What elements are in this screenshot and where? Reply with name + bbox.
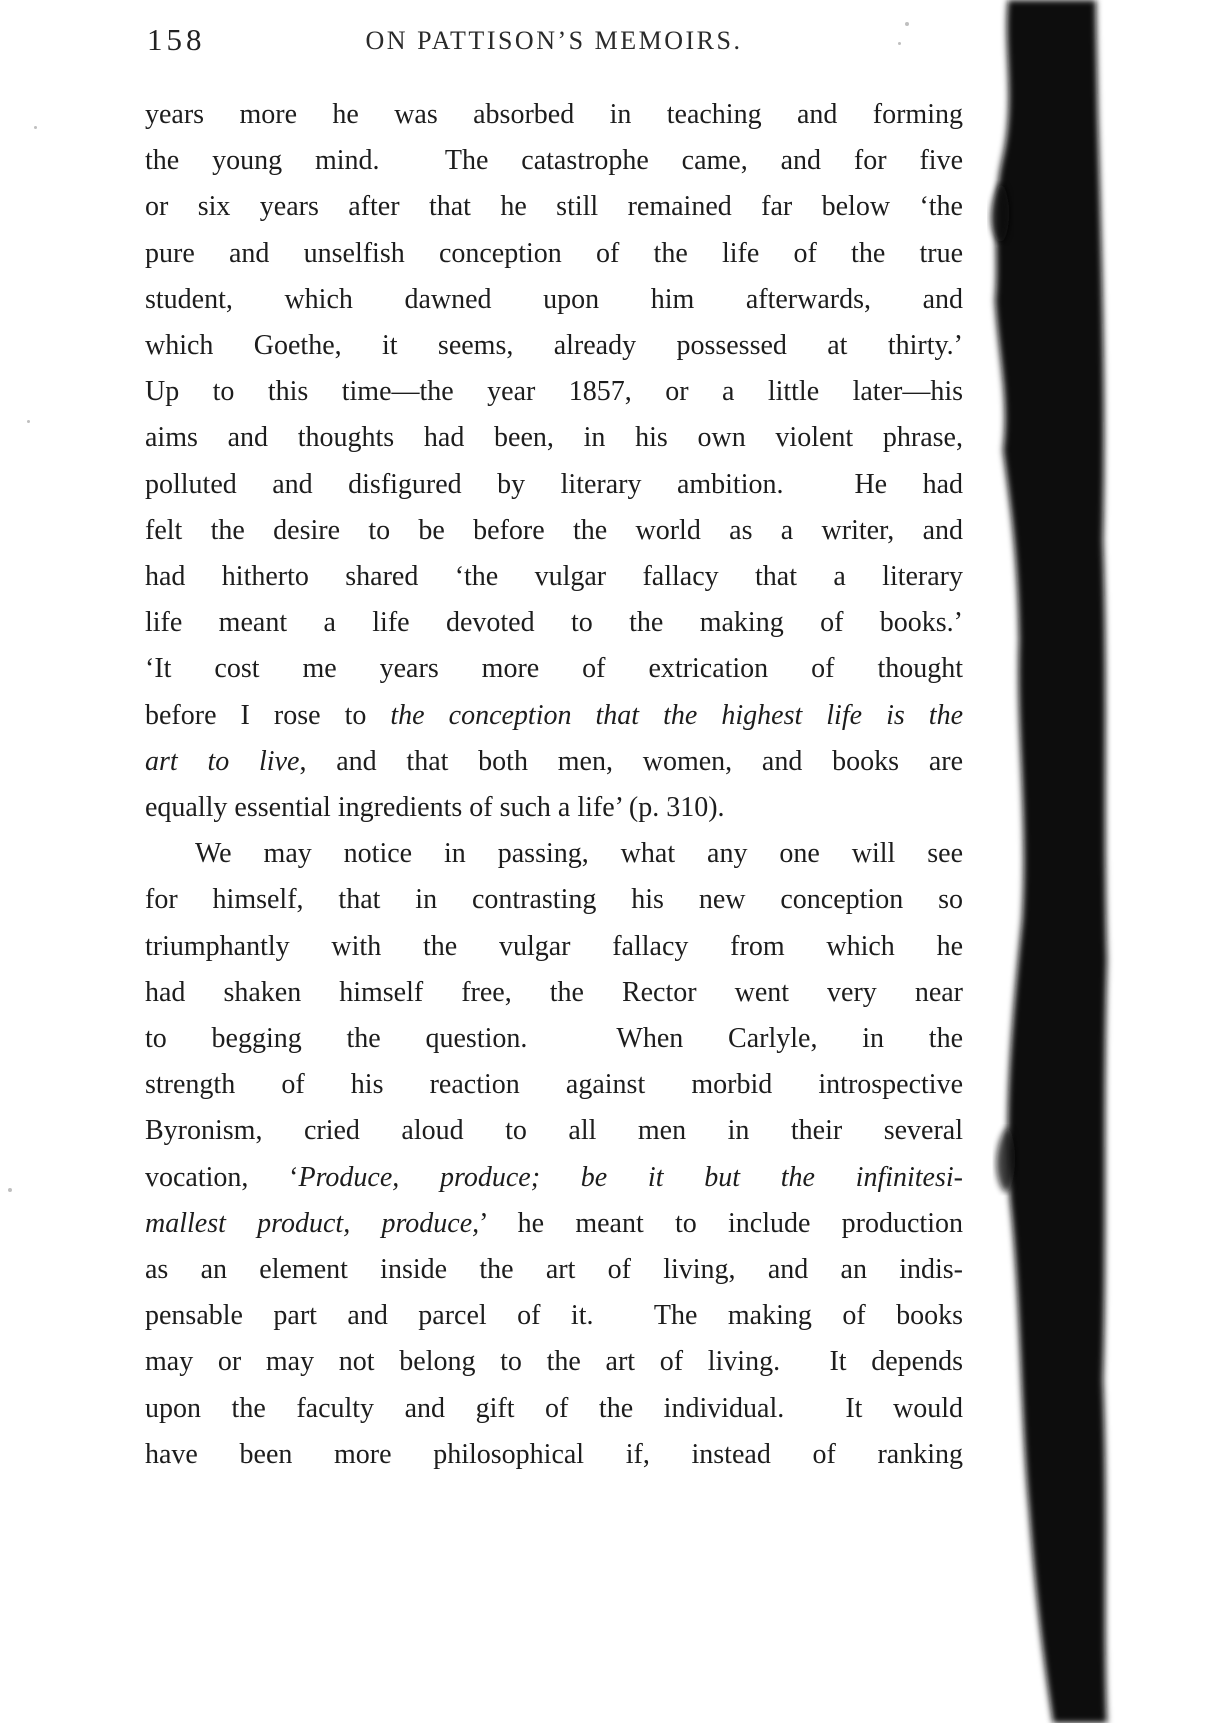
text-run: which Goethe, it seems, already possessed at thirty.’	[145, 330, 963, 362]
text-run: before I rose to	[145, 699, 391, 731]
text-run: Up to this time—the year 1857, or a little later—his	[145, 376, 963, 408]
text-line	[145, 1339, 963, 1385]
text-run: pensable part and parcel of it. The making of books	[145, 1300, 963, 1332]
text-line	[145, 508, 963, 554]
text-line	[145, 231, 963, 277]
text-run: , and that both men, women, and books are	[299, 745, 963, 777]
text-run: felt the desire to be before the world as a writer, and	[145, 514, 963, 546]
scan-speckle	[8, 1188, 12, 1192]
text-line	[145, 693, 963, 739]
running-header: ON PATTISON’S MEMOIRS.	[365, 26, 743, 55]
text-run: may or may not belong to the art of living. It depends	[145, 1346, 963, 1378]
text-line	[145, 1201, 963, 1247]
text-line	[145, 323, 963, 369]
text-line	[145, 1016, 963, 1062]
text-line	[145, 277, 963, 323]
italic-text-run: the conception that the highest life is the	[390, 699, 963, 731]
italic-text-run: mallest product, produce,	[145, 1207, 480, 1239]
text-run: polluted and disfigured by literary ambition. He had	[145, 468, 963, 500]
text-run: upon the faculty and gift of the individual. It would	[145, 1392, 963, 1424]
text-line	[145, 831, 963, 877]
text-line	[145, 1155, 963, 1201]
text-line	[145, 785, 963, 831]
page-number: 158	[147, 22, 206, 57]
text-run: triumphantly with the vulgar fallacy from which he	[145, 930, 963, 962]
text-run: Byronism, cried aloud to all men in their several	[145, 1115, 963, 1147]
text-run: for himself, that in contrasting his new conception so	[145, 884, 963, 916]
page-header-row	[145, 20, 963, 66]
text-line	[145, 554, 963, 600]
text-line	[145, 1432, 963, 1478]
text-line	[145, 462, 963, 508]
text-line	[145, 970, 963, 1016]
text-line	[145, 1108, 963, 1154]
scan-speckle	[898, 42, 901, 45]
text-run: had shaken himself free, the Rector went very near	[145, 976, 963, 1008]
text-line	[145, 138, 963, 184]
text-run: vocation, ‘	[145, 1161, 299, 1193]
text-line	[145, 739, 963, 785]
text-run: years more he was absorbed in teaching and forming	[145, 99, 963, 130]
text-line	[145, 600, 963, 646]
italic-text-run: art to live	[145, 745, 300, 777]
scan-speckle	[905, 22, 909, 26]
text-line	[145, 877, 963, 923]
paragraph	[145, 831, 963, 1478]
text-line	[145, 924, 963, 970]
text-run: pure and unselfish conception of the life of the true	[145, 237, 963, 269]
italic-text-run: Produce, produce; be it but the infinitesi-	[298, 1161, 963, 1193]
scan-speckle	[27, 420, 30, 423]
scan-speckle	[34, 126, 37, 129]
text-run: strength of his reaction against morbid introspective	[145, 1069, 963, 1101]
text-run: to begging the question. When Carlyle, in the	[145, 1023, 963, 1055]
text-run: We may notice in passing, what any one will see	[195, 838, 963, 870]
text-line	[145, 1386, 963, 1432]
text-run: student, which dawned upon him afterwards, and	[145, 283, 963, 315]
text-line	[145, 92, 963, 138]
text-line	[145, 369, 963, 415]
text-run: had hitherto shared ‘the vulgar fallacy that a literary	[145, 561, 963, 593]
text-run: ’ he meant to include production	[479, 1207, 963, 1239]
text-line	[145, 1293, 963, 1339]
paragraph	[145, 92, 963, 831]
text-run: aims and thoughts had been, in his own violent phrase,	[145, 422, 963, 454]
text-line	[145, 646, 963, 692]
text-run: have been more philosophical if, instead of ranking	[145, 1438, 963, 1470]
scan-artifact	[985, 0, 1214, 1723]
text-run: as an element inside the art of living, and an indis-	[145, 1254, 963, 1286]
text-line	[145, 184, 963, 230]
text-run: ‘It cost me years more of extrication of thought	[145, 653, 963, 685]
text-run: or six years after that he still remained far below ‘the	[145, 191, 963, 223]
text-run: life meant a life devoted to the making of books.’	[145, 607, 963, 639]
page-body	[145, 92, 963, 1478]
text-line	[145, 415, 963, 461]
text-line	[145, 1062, 963, 1108]
text-run: equally essential ingredients of such a life’ (p. 310).	[145, 792, 725, 824]
text-run: the young mind. The catastrophe came, and for five	[145, 145, 963, 177]
text-line	[145, 1247, 963, 1293]
